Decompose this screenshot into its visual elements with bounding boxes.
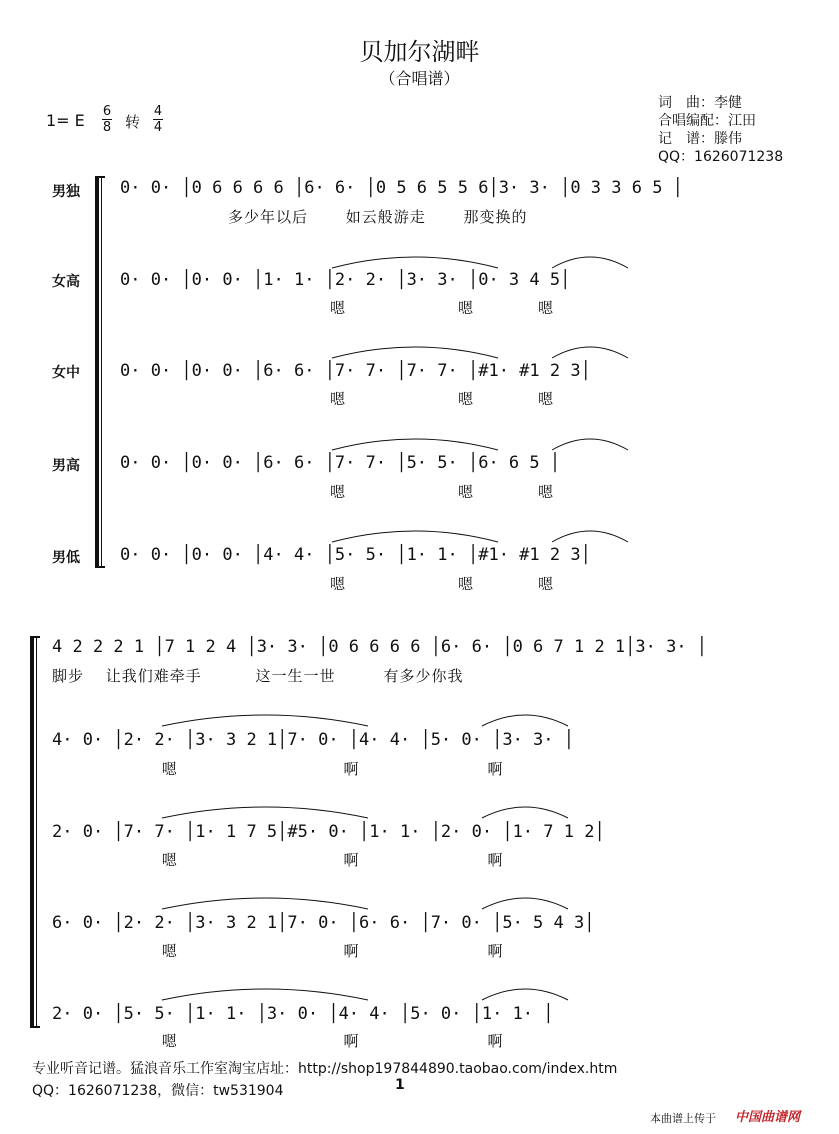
time-denominator: 4	[153, 120, 163, 135]
notes-line: 2· 0· │5· 5· │1· 1· │3· 0· │4· 4· │5· 0· │1· 1· │	[52, 1004, 554, 1024]
notes-line: 6· 0· │2· 2· │3· 3 2 1│7· 0· │6· 6· │7· 0· │5· 5 4 3│	[52, 913, 595, 933]
key-signature	[46, 111, 85, 130]
page-title: 贝加尔湖畔	[359, 38, 480, 66]
slur-mark	[480, 800, 570, 820]
slur-mark	[550, 524, 630, 544]
page-subtitle: （合唱谱）	[379, 69, 460, 88]
slur-mark	[330, 250, 500, 270]
time-numerator: 6	[102, 104, 112, 119]
lyrics-line: 脚步 让我们难牵手 这一生一世 有多少你我	[52, 667, 464, 685]
lyrics-line: 嗯 嗯 嗯	[330, 299, 555, 317]
part-label: 女高	[52, 274, 80, 290]
slur-mark	[330, 432, 500, 452]
credit-line: 记 谱：滕伟	[658, 131, 742, 147]
slur-mark	[160, 800, 370, 820]
slur-mark	[480, 891, 570, 911]
lyrics-line: 嗯 啊 啊	[108, 760, 504, 778]
lyrics-line: 嗯 啊 啊	[108, 1032, 504, 1050]
slur-mark	[550, 432, 630, 452]
part-label: 女中	[52, 365, 80, 381]
credit-line: QQ：1626071238	[658, 149, 784, 165]
slur-mark	[160, 982, 370, 1002]
slur-mark	[550, 340, 630, 360]
lyrics-line: 多少年以后 如云般游走 那变换的	[228, 208, 528, 226]
credit-line: 词 曲：李健	[658, 95, 742, 111]
notes-line: 2· 0· │7· 7· │1· 1 7 5│#5· 0· │1· 1· │2· 0· │1· 7 1 2│	[52, 822, 605, 842]
notes-line: 0· 0· │0 6 6 6 6 │6· 6· │0 5 6 5 5 6│3· 3· │0 3 3 6 5 │	[120, 178, 683, 198]
lyrics-line: 嗯 啊 啊	[108, 942, 504, 960]
notes-line: 4· 0· │2· 2· │3· 3 2 1│7· 0· │4· 4· │5· 0· │3· 3· │	[52, 730, 574, 750]
part-label: 男低	[52, 550, 80, 566]
time-numerator: 4	[153, 104, 163, 119]
slur-mark	[330, 524, 500, 544]
system-bracket	[30, 636, 42, 1028]
notes-line: 0· 0· │0· 0· │6· 6· │7· 7· │5· 5· │6· 6 5 │	[120, 453, 561, 473]
time-signature-1	[102, 104, 112, 135]
footer-line: 专业听音记谱。猛浪音乐工作室淘宝店址：http://shop197844890.taobao.com/index.htm	[32, 1061, 618, 1077]
notes-line: 0· 0· │0· 0· │6· 6· │7· 7· │7· 7· │#1· #1 2 3│	[120, 361, 591, 381]
logo-text: 中国曲谱网	[735, 1110, 801, 1125]
slur-mark	[550, 250, 630, 270]
slur-mark	[160, 891, 370, 911]
notes-line: 0· 0· │0· 0· │1· 1· │2· 2· │3· 3· │0· 3 4 5│	[120, 270, 571, 290]
notes-line: 4 2 2 2 1 │7 1 2 4 │3· 3· │0 6 6 6 6 │6· 6· │0 6 7 1 2 1│3· 3· │	[52, 637, 708, 657]
credits-block	[658, 94, 783, 166]
part-label: 男独	[52, 184, 80, 200]
page-number: 1	[395, 1077, 405, 1093]
time-denominator: 8	[102, 120, 112, 135]
upload-note: 本曲谱上传于	[650, 1112, 716, 1125]
footer-line: QQ：1626071238，微信：tw531904	[32, 1083, 284, 1099]
system-bracket	[95, 176, 107, 568]
slur-mark	[480, 982, 570, 1002]
slur-mark	[160, 708, 370, 728]
site-logo	[735, 1106, 800, 1125]
credit-line: 合唱编配：江田	[658, 113, 756, 129]
time-change-word: 转	[125, 113, 141, 131]
lyrics-line: 嗯 嗯 嗯	[330, 483, 555, 501]
part-label: 男高	[52, 458, 80, 474]
notes-line: 0· 0· │0· 0· │4· 4· │5· 5· │1· 1· │#1· #1 2 3│	[120, 545, 591, 565]
lyrics-line: 嗯 啊 啊	[108, 851, 504, 869]
lyrics-line: 嗯 嗯 嗯	[330, 575, 555, 593]
time-signature-2	[153, 104, 163, 135]
key-label: 1= E	[46, 111, 85, 130]
slur-mark	[330, 340, 500, 360]
lyrics-line: 嗯 嗯 嗯	[330, 390, 555, 408]
slur-mark	[480, 708, 570, 728]
